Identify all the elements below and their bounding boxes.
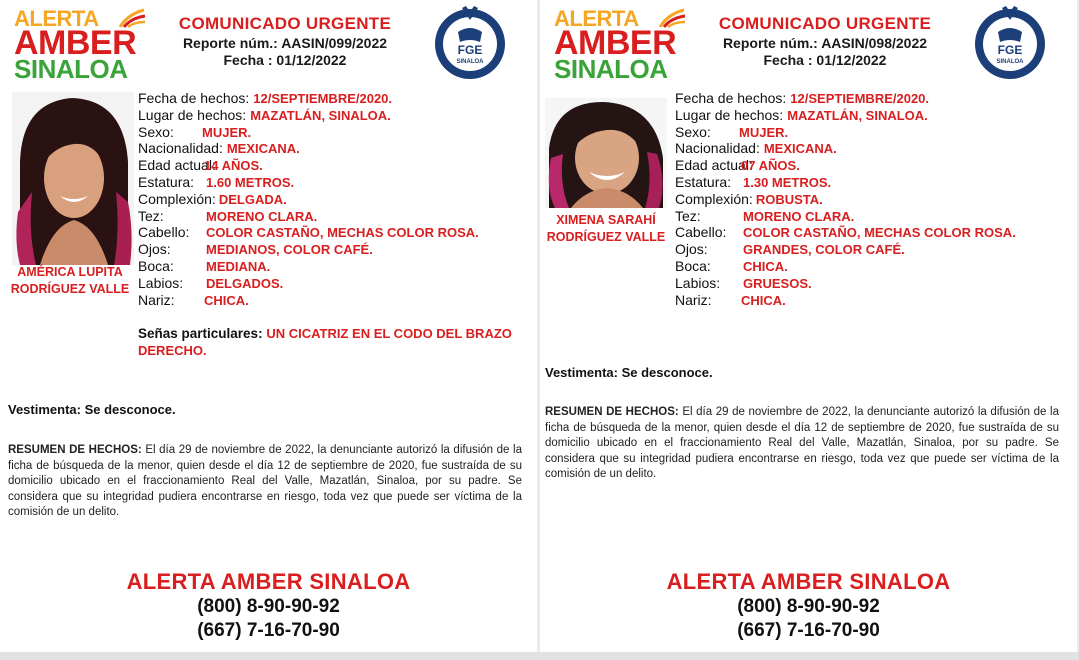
detail-cabello: Cabello: COLOR CASTAÑO, MECHAS COLOR ROSA.: [138, 224, 479, 241]
detail-sexo: Sexo: MUJER.: [675, 123, 789, 140]
detail-sexo: Sexo: MUJER.: [138, 123, 252, 140]
detail-tez: Tez: MORENO CLARA.: [675, 207, 855, 224]
report-number: Reporte núm.: AASIN/098/2022: [722, 35, 928, 51]
detail-boca: Boca: MEDIANA.: [138, 257, 271, 274]
detail-labios: Labios: DELGADOS.: [138, 274, 284, 291]
detail-edad: Edad actual:07 AÑOS.: [675, 157, 800, 174]
detail-estatura: Estatura: 1.30 METROS.: [675, 173, 832, 190]
detail-complexion: Complexión: DELGADA.: [138, 190, 287, 207]
report-date: Fecha : 01/12/2022: [763, 52, 887, 68]
report-number: Reporte núm.: AASIN/099/2022: [182, 35, 388, 51]
contact-footer: ALERTA AMBER SINALOA (800) 8-90-90-92 (667) 7-16-70-90: [0, 569, 537, 643]
detail-fecha-hechos: Fecha de hechos: 12/SEPTIEMBRE/2020.: [675, 90, 930, 106]
alerta-amber-logo: ALERTA AMBER SINALOA: [14, 6, 144, 82]
person-details: [675, 90, 1016, 308]
detail-labios: Labios: GRUESOS.: [675, 274, 812, 291]
detail-edad: Edad actual:14 AÑOS.: [138, 157, 263, 174]
phone-number-1: (800) 8-90-90-92: [197, 596, 340, 617]
fge-seal-icon: [972, 2, 1048, 82]
detail-nacionalidad: Nacionalidad: MEXICANA.: [138, 140, 300, 157]
report-header: [150, 14, 420, 68]
alert-card-right: [540, 0, 1077, 652]
report-title: COMUNICADO URGENTE: [178, 14, 392, 33]
detail-boca: Boca: CHICA.: [675, 257, 788, 274]
report-date: Fecha : 01/12/2022: [223, 52, 347, 68]
detail-lugar: Lugar de hechos: MAZATLÁN, SINALOA.: [675, 106, 928, 123]
detail-complexion: Complexión: ROBUSTA.: [675, 190, 823, 207]
detail-estatura: Estatura: 1.60 METROS.: [138, 173, 295, 190]
missing-person-name: AMÉRICA LUPITA RODRÍGUEZ VALLE: [10, 265, 130, 296]
fge-seal-icon: [432, 2, 508, 82]
person-details: [138, 90, 479, 308]
clothing-info: Vestimenta: Se desconoce.: [545, 365, 713, 380]
phone-number-2: (667) 7-16-70-90: [197, 620, 340, 641]
detail-tez: Tez: MORENO CLARA.: [138, 207, 318, 224]
svg-text:FGE: FGE: [997, 43, 1023, 57]
detail-nariz: Nariz: CHICA.: [138, 291, 249, 308]
missing-person-photo: [545, 98, 667, 208]
report-title: COMUNICADO URGENTE: [718, 14, 932, 33]
missing-person-name: XIMENA SARAHÍ RODRÍGUEZ VALLE: [546, 213, 666, 244]
detail-fecha-hechos: Fecha de hechos: 12/SEPTIEMBRE/2020.: [138, 90, 393, 106]
missing-person-photo: [12, 92, 134, 265]
detail-ojos: Ojos: MEDIANOS, COLOR CAFÉ.: [138, 241, 373, 258]
svg-text:SINALOA: SINALOA: [996, 59, 1024, 65]
contact-footer: ALERTA AMBER SINALOA (800) 8-90-90-92 (667) 7-16-70-90: [540, 569, 1077, 643]
alert-card-left: [0, 0, 537, 652]
alerta-amber-logo: ALERTA AMBER SINALOA: [554, 6, 684, 82]
case-summary: RESUMEN DE HECHOS: El día 29 de noviembre de 2022, la denunciante autorizó la difusión de la ficha de búsqueda de la menor, quien desde el día 12 de septiembre de 2020, fue sustraída de su domicilio ubicado en el fraccionamiento Real del Valle, Mazatlán, Sinaloa, por su padre. Se considera que su integridad pudiera encontrarse en riesgo, toda vez que puede ser víctima de la comisión de un delito.: [545, 406, 1059, 480]
detail-nacionalidad: Nacionalidad: MEXICANA.: [675, 140, 837, 157]
detail-lugar: Lugar de hechos: MAZATLÁN, SINALOA.: [138, 106, 391, 123]
bottom-border: [0, 652, 1079, 660]
svg-text:SINALOA: SINALOA: [456, 59, 484, 65]
case-summary: RESUMEN DE HECHOS: El día 29 de noviembre de 2022, la denunciante autorizó la difusión de la ficha de búsqueda de la menor, quien desde el día 12 de septiembre de 2020, fue sustraída de su domicilio ubicado en el fraccionamiento Real del Valle, Mazatlán, Sinaloa, por su padre. Se considera que su integridad pudiera encontrarse en riesgo, toda vez que puede ser víctima de la comisión de un delito.: [8, 444, 522, 518]
phone-number-2: (667) 7-16-70-90: [737, 620, 880, 641]
svg-text:FGE: FGE: [457, 43, 483, 57]
report-header: [690, 14, 960, 68]
clothing-info: Vestimenta: Se desconoce.: [8, 402, 176, 417]
phone-number-1: (800) 8-90-90-92: [737, 596, 880, 617]
detail-nariz: Nariz: CHICA.: [675, 291, 786, 308]
distinguishing-marks: Señas particulares: UN CICATRIZ EN EL CODO DEL BRAZO DERECHO.: [138, 326, 512, 358]
detail-ojos: Ojos: GRANDES, COLOR CAFÉ.: [675, 241, 905, 258]
detail-cabello: Cabello: COLOR CASTAÑO, MECHAS COLOR ROSA.: [675, 224, 1016, 241]
